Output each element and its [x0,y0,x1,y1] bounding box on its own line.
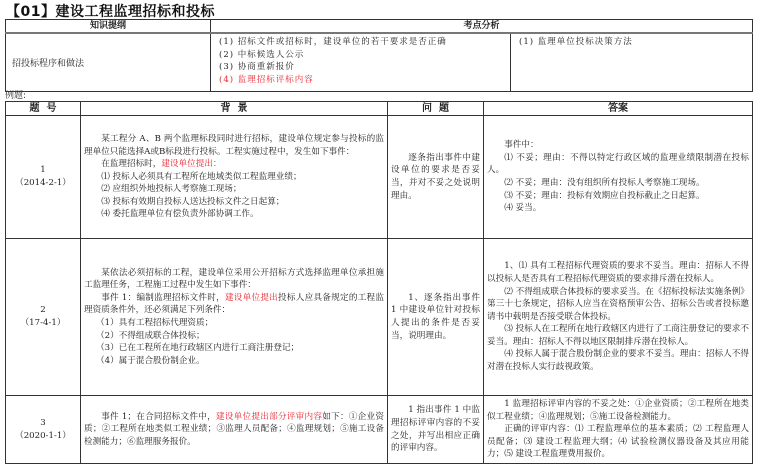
analysis-header: 考点分析 [211,20,753,34]
question-number-cell [6,116,81,239]
background-event [84,158,384,171]
answer-header: 答案 [484,102,753,116]
background-item: ⑴ 投标人必须具有工程所在地域类似工程监理业绩； [101,171,302,182]
question-number-cell [6,239,81,396]
background-cell [81,116,388,239]
point-item: (2) 中标候选人公示 [219,49,305,60]
highlight-text: 建设单位提出部分评审内容 [215,411,323,422]
question-number: 3 [40,417,46,428]
question-text: 逐条指出事件中建设单位的要求是否妥当，并对不妥之处说明理由。 [391,152,480,201]
event-prefix: 事件 1：编制监理招标文件时， [101,292,225,303]
event-prefix: 在监理招标时， [101,159,162,170]
answer-item: ⑴ 不妥；理由：不得以特定行政区域的监理业绩限制潜在投标人。 [487,152,749,176]
table-row [6,239,753,396]
background-item: ⑵ 应组织外地投标人考察施工现场； [101,184,242,195]
knowledge-row [6,33,753,92]
answer-item: ⑵ 不妥；理由：没有组织所有投标人考察施工现场。 [504,178,705,188]
answer-item: ⑶ 不妥；理由：投标有效期应自投标截止之日起算。 [504,190,705,201]
answer-cell [484,239,753,396]
background-item: （3）已在工程所在地行政辖区内进行工商注册登记； [96,343,300,354]
point-item: (1) 监理单位投标决策方法 [519,37,633,47]
highlight-text: 建设单位提出 [224,292,279,303]
points-right-cell [511,33,753,92]
points-left-cell [211,33,511,92]
page-title: 【01】建设工程监理招标和投标 [6,4,215,20]
question-text: 1 指出事件 1 中监理招标评审内容的不妥之处，并写出相应正确的评审内容。 [391,405,480,454]
question-text: 1、逐条指出事件 1 中建设单位针对投标人提出的条件是否妥当，说明理由。 [391,292,480,341]
background-cell [81,239,388,396]
answer-item: ⑷ 妥当。 [504,203,542,214]
question-cell [388,116,484,239]
background-text: 某依法必须招标的工程，建设单位采用公开招标方式选择监理单位承担施工监理任务，工程施工过程中发生如下事件： [84,267,384,291]
question-number-cell [6,396,81,464]
background-text: 某工程分 A、B 两个监理标段同时进行招标，建设单位规定参与投标的监理单位只能选择A或B标段进行投标。工程实施过程中，发生如下事件： [84,133,384,157]
table-row [6,116,753,239]
answer-item: ⑵ 不得组成联合体投标的要求妥当。在《招标投标法实施条例》第三十七条规定，招标人应当在资格预审公告、招标公告或者投标邀请书中载明是否接受联合体投标。 [487,286,749,322]
question-code: （17-4-1） [20,318,66,328]
highlight-text: 建设单位提出： [161,159,222,170]
answer-item: 1、⑴ 具有工程招标代理资质的要求不妥当。理由：招标人不得以投标人是否具有工程招标代理资质的要求排斥潜在投标人。 [487,261,749,284]
question-number: 1 [40,165,46,175]
answer-item: ⑷ 投标人属于混合股份制企业的要求不妥当。理由：招标人不得对潜在投标人实行歧视政策。 [487,349,749,373]
background-event [84,292,384,317]
examples-table [5,101,753,464]
knowledge-table [5,19,753,92]
answer-item: 1 监理招标评审内容的不妥之处：①企业资质；②工程所在地类似工程业绩；④监理规划；⑤施工设备检测能力。 [487,399,749,422]
background-item: （1）具有工程招标代理资质； [96,318,214,328]
question-cell [388,239,484,396]
background-item: （2）不得组成联合体投标； [96,330,205,341]
examples-label: 例题: [5,91,27,101]
point-item-highlight: (4) 监理招标评标内容 [219,74,314,85]
question-header: 问 题 [388,102,484,116]
answer-cell [484,396,753,464]
answer-item: 正确的评审内容：⑴ 工程监理单位的基本素质；⑵ 工程监理人员配备；⑶ 建设工程监理大纲；⑷ 试验检测仪器设备及其应用能力；⑸ 建设工程监理费用报价。 [487,424,749,460]
question-code: （2014-2-1） [15,178,71,188]
event-suffix: 投标人应具备规定的工程监理资质条件外，还必须满足下列条件： [84,292,384,316]
background-item: ⑷ 委托监理单位有偿负责外部协调工作。 [101,209,259,220]
question-cell [388,396,484,464]
num-header: 题 号 [6,102,81,116]
background-item: ⑶ 投标有效期自投标人送达投标文件之日起算； [101,196,285,207]
table-row [6,396,753,464]
background-item: （4）属于混合股份制企业。 [96,355,205,366]
point-item: (3) 协商重新报价 [219,62,295,72]
question-code: （2020-1-1） [15,430,71,441]
topic-cell: 招投标程序和做法 [6,33,211,92]
answer-item: ⑶ 投标人在工程所在地行政辖区内进行了工商注册登记的要求不妥当。理由：招标人不得以地区限制排斥潜在投标人。 [487,324,749,347]
background-header: 背 景 [81,102,388,116]
outline-header: 知识提纲 [6,20,211,34]
event-suffix: 如下：①企业资质；②工程所在地类似工程业绩；③监理人员配备；④监理规划；⑤施工设备检测能力；⑥监理服务报价。 [84,411,384,447]
event-prefix: 事件 1；在合同招标文件中， [101,411,216,422]
point-item: (1) 招标文件或招标时，建设单位的若干要求是否正确 [219,37,447,47]
answer-intro: 事件中： [504,140,539,151]
examples-header-row [6,102,753,116]
question-number: 2 [40,305,46,315]
background-cell [81,396,388,464]
background-event [84,411,384,449]
answer-cell [484,116,753,239]
knowledge-header-row [6,20,753,34]
